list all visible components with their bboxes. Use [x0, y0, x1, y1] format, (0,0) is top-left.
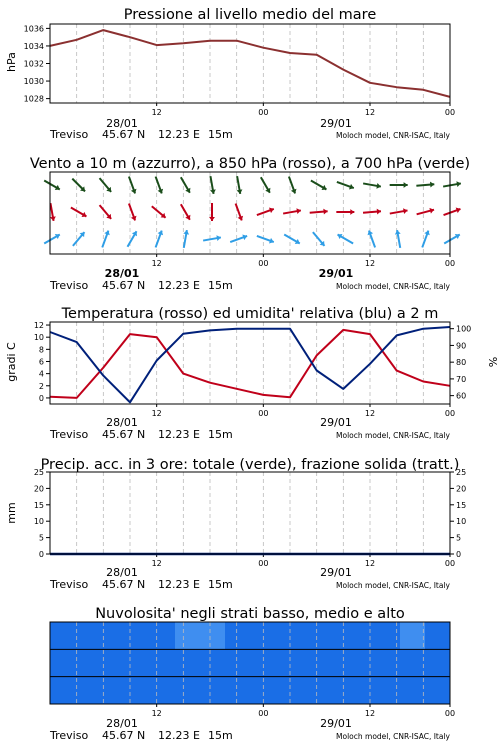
location-name: Treviso [50, 729, 89, 742]
x-tick-label: 00 [444, 259, 456, 268]
wind-arrow [237, 176, 243, 194]
location-elev: 15m [208, 279, 233, 292]
cloud-cell [100, 622, 126, 649]
x-tick-label: 00 [258, 559, 269, 568]
cloud-cell [250, 649, 276, 676]
precip-y-ticks [34, 468, 50, 559]
temperature-location [49, 428, 233, 441]
wind-arrow [181, 204, 191, 220]
wind-arrow-head [209, 217, 215, 221]
location-elev: 15m [208, 128, 233, 141]
x-tick-label: 12 [151, 108, 162, 117]
panel-clouds [49, 606, 455, 742]
y-tick-label: 1028 [23, 94, 44, 104]
wind-arrow [156, 177, 164, 194]
cloud-cell [75, 622, 101, 649]
cloud-cell [275, 677, 301, 704]
location-lon: 12.23 E [158, 428, 200, 441]
y-tick-label: 60 [456, 391, 467, 401]
x-tick-label: 00 [444, 108, 456, 117]
location-elev: 15m [208, 578, 233, 591]
y-tick-label: 1036 [23, 24, 44, 34]
pressure-date-1: 28/01 [106, 117, 138, 130]
model-credit: Moloch model, CNR-ISAC, Italy [336, 581, 450, 590]
wind-arrow [311, 181, 327, 191]
y-tick-label: 90 [456, 341, 467, 351]
humidity-y-ticks [450, 325, 471, 401]
precip-grid [77, 472, 424, 554]
wind-arrow [363, 209, 381, 215]
y-tick-label: 4 [38, 369, 44, 379]
cloud-cell [200, 677, 226, 704]
x-tick-label: 00 [258, 409, 269, 418]
y-tick-label: 10 [456, 517, 467, 527]
x-tick-label: 12 [364, 108, 376, 117]
y-tick-label: 10 [33, 517, 44, 527]
x-tick-label: 12 [151, 409, 162, 418]
cloud-cell [425, 622, 451, 649]
location-lon: 12.23 E [158, 729, 200, 742]
wind-arrow [183, 230, 189, 248]
cloud-cell [325, 622, 351, 649]
wind-arrow [416, 182, 434, 188]
cloud-cell [425, 649, 451, 676]
cloud-cell [225, 677, 251, 704]
x-tick-label: 00 [444, 559, 456, 568]
cloud-cell [300, 622, 326, 649]
wind-date-2: 29/01 [318, 267, 354, 280]
y-tick-label: 1030 [23, 77, 44, 87]
wind-title: Vento a 10 m (azzurro), a 850 hPa (rosso), a 700 hPa (verde) [29, 156, 471, 172]
wind-arrow [128, 231, 138, 247]
cloud-cell [400, 649, 426, 676]
y-tick-label: 10 [33, 333, 44, 343]
x-tick-label: 00 [444, 709, 456, 718]
y-tick-label: 5 [38, 533, 44, 543]
x-tick-label: 12 [151, 559, 162, 568]
wind-arrow [50, 203, 56, 221]
x-tick-label: 12 [364, 259, 376, 268]
cloud-cell [175, 622, 201, 649]
cloud-cell [175, 649, 201, 676]
temperature-date-2: 29/01 [320, 416, 352, 429]
cloud-cell [225, 622, 251, 649]
wind-arrow [390, 182, 408, 188]
wind-arrow [181, 177, 191, 193]
cloud-cell [50, 622, 76, 649]
pressure-date-2: 29/01 [320, 117, 352, 130]
cloud-cell [50, 649, 76, 676]
location-lon: 12.23 E [158, 279, 200, 292]
precip-title: Precip. acc. in 3 ore: totale (verde), frazione solida (tratt.) [40, 457, 460, 473]
wind-arrow [73, 232, 85, 246]
wind-arrow [390, 208, 408, 214]
y-tick-label: 25 [33, 468, 44, 477]
cloud-cell [200, 622, 226, 649]
wind-arrow-head [377, 209, 381, 215]
cloud-cell [150, 677, 176, 704]
temperature-line [50, 330, 450, 398]
x-tick-label: 00 [258, 709, 269, 718]
cloud-cell [400, 677, 426, 704]
precip-y-ticks-right [450, 468, 466, 559]
cloud-cell [350, 677, 376, 704]
x-tick-label: 00 [444, 409, 456, 418]
wind-arrow [337, 182, 354, 190]
y-tick-label: 5 [456, 533, 462, 543]
wind-arrow [417, 208, 434, 214]
cloud-cell [225, 649, 251, 676]
location-lon: 12.23 E [158, 578, 200, 591]
y-tick-label: 80 [456, 358, 467, 368]
wind-arrow [363, 183, 381, 189]
cloud-cell [350, 622, 376, 649]
pressure-series [50, 30, 450, 97]
wind-arrow [100, 205, 112, 219]
cloud-cell [175, 677, 201, 704]
precip-date-1: 28/01 [106, 566, 138, 579]
model-credit: Moloch model, CNR-ISAC, Italy [336, 431, 450, 440]
wind-arrow [368, 231, 376, 248]
y-tick-label: 20 [456, 484, 467, 494]
cloud-cells [50, 622, 451, 704]
y-tick-label: 100 [456, 324, 472, 334]
temperature-series [50, 327, 450, 402]
model-credit: Moloch model, CNR-ISAC, Italy [336, 732, 450, 741]
panel-temperature [5, 306, 499, 441]
x-tick-label: 12 [151, 709, 162, 718]
wind-arrow [44, 234, 60, 244]
cloud-cell [100, 649, 126, 676]
cloud-cell [425, 677, 451, 704]
cloud-cell [300, 677, 326, 704]
location-lat: 45.67 N [102, 578, 146, 591]
wind-arrow [129, 177, 137, 194]
wind-arrow-head [350, 209, 354, 215]
y-tick-label: 70 [456, 374, 467, 384]
wind-x-ticks [152, 254, 456, 268]
wind-arrow [310, 209, 328, 215]
cloud-cell [325, 649, 351, 676]
x-tick-label: 12 [151, 259, 162, 268]
temperature-date-1: 28/01 [106, 416, 138, 429]
cloud-cell [150, 622, 176, 649]
cloud-cell [350, 649, 376, 676]
x-tick-label: 00 [258, 108, 269, 117]
location-name: Treviso [50, 279, 89, 292]
precip-date-2: 29/01 [320, 566, 352, 579]
model-credit: Moloch model, CNR-ISAC, Italy [336, 131, 450, 140]
temperature-x-ticks [152, 404, 456, 418]
cloud-date-2: 29/01 [320, 717, 352, 730]
location-lat: 45.67 N [102, 128, 146, 141]
cloud-date-1: 28/01 [106, 717, 138, 730]
location-lon: 12.23 E [158, 128, 200, 141]
y-tick-label: 20 [33, 484, 44, 494]
cloud-cell [100, 677, 126, 704]
pressure-y-label: hPa [5, 52, 18, 72]
location-name: Treviso [50, 578, 89, 591]
wind-arrow [100, 178, 112, 192]
cloud-cell [125, 622, 151, 649]
y-tick-label: 25 [456, 468, 467, 477]
temperature-y-ticks [34, 321, 50, 403]
wind-arrow [44, 181, 60, 191]
y-tick-label: 8 [38, 345, 44, 355]
y-tick-label: 1034 [23, 41, 44, 51]
y-tick-label: 0 [38, 393, 44, 403]
wind-arrow [284, 235, 300, 245]
wind-arrow [203, 235, 221, 241]
wind-arrow-head [323, 209, 327, 215]
precip-location [49, 578, 233, 591]
precip-x-ticks [152, 554, 456, 568]
y-tick-label: 1032 [23, 59, 44, 69]
pressure-y-ticks [24, 24, 50, 103]
y-tick-label: 15 [456, 500, 467, 510]
cloud-cell [150, 649, 176, 676]
cloud-cell [275, 649, 301, 676]
wind-arrow [395, 230, 401, 248]
location-name: Treviso [50, 128, 89, 141]
model-credit: Moloch model, CNR-ISAC, Italy [336, 282, 450, 291]
wind-date-1: 28/01 [104, 267, 140, 280]
temperature-title: Temperatura (rosso) ed umidita' relativa (blu) a 2 m [61, 306, 439, 322]
cloud-cell [75, 649, 101, 676]
y-tick-label: 12 [33, 321, 44, 331]
wind-arrow-head [403, 208, 408, 214]
cloud-cell [325, 677, 351, 704]
y-tick-label: 2 [38, 381, 44, 391]
wind-arrow [313, 232, 325, 246]
x-tick-label: 12 [364, 409, 376, 418]
wind-arrow [336, 209, 354, 215]
cloud-title: Nuvolosita' negli strati basso, medio e alto [95, 606, 405, 622]
panel-precipitation [5, 457, 466, 591]
wind-arrow [72, 179, 85, 192]
wind-arrow [152, 206, 166, 218]
wind-arrow [444, 208, 461, 216]
wind-arrow [71, 208, 87, 218]
cloud-cell [125, 677, 151, 704]
wind-arrow [261, 177, 271, 193]
wind-arrow [210, 176, 216, 194]
panel-wind [30, 156, 470, 292]
wind-arrow-head [404, 182, 408, 188]
location-lat: 45.67 N [102, 729, 146, 742]
wind-arrow [209, 203, 215, 221]
cloud-cell [250, 677, 276, 704]
pressure-location [49, 128, 233, 141]
cloud-cell [50, 677, 76, 704]
pressure-plot-frame [50, 24, 450, 103]
wind-barbs [44, 176, 461, 248]
location-lat: 45.67 N [102, 428, 146, 441]
x-tick-label: 12 [364, 559, 376, 568]
cloud-cell [200, 649, 226, 676]
x-tick-label: 12 [364, 709, 376, 718]
cloud-cell [75, 677, 101, 704]
pressure-x-ticks [152, 103, 456, 117]
cloud-cell [275, 622, 301, 649]
cloud-cell [250, 622, 276, 649]
pressure-line [50, 30, 450, 97]
precip-y-label: mm [5, 502, 18, 524]
wind-arrow [443, 181, 461, 187]
precip-plot-frame [50, 472, 450, 554]
wind-arrow-head [430, 182, 434, 188]
y-tick-label: 0 [38, 550, 44, 559]
wind-location [49, 279, 233, 292]
x-tick-label: 00 [258, 259, 269, 268]
y-tick-label: 0 [456, 550, 462, 559]
cloud-cell [400, 622, 426, 649]
wind-arrow [257, 236, 274, 244]
location-name: Treviso [50, 428, 89, 441]
cloud-location [49, 729, 233, 742]
y-tick-label: 6 [38, 357, 44, 367]
humidity-y-label: % [486, 356, 499, 368]
wind-arrow [338, 234, 354, 244]
pressure-title: Pressione al livello medio del mare [123, 7, 377, 23]
cloud-x-ticks [152, 704, 456, 718]
panel-pressure [5, 7, 455, 141]
location-elev: 15m [208, 729, 233, 742]
cloud-cell [125, 649, 151, 676]
wind-arrow [289, 177, 297, 194]
temperature-y-label: gradi C [5, 342, 18, 382]
wind-arrow [444, 234, 460, 244]
location-lat: 45.67 N [102, 279, 146, 292]
wind-arrow [283, 208, 301, 214]
cloud-cell [300, 649, 326, 676]
wind-arrow [230, 235, 247, 243]
location-elev: 15m [208, 428, 233, 441]
wind-arrow [257, 208, 274, 216]
y-tick-label: 15 [33, 500, 44, 510]
